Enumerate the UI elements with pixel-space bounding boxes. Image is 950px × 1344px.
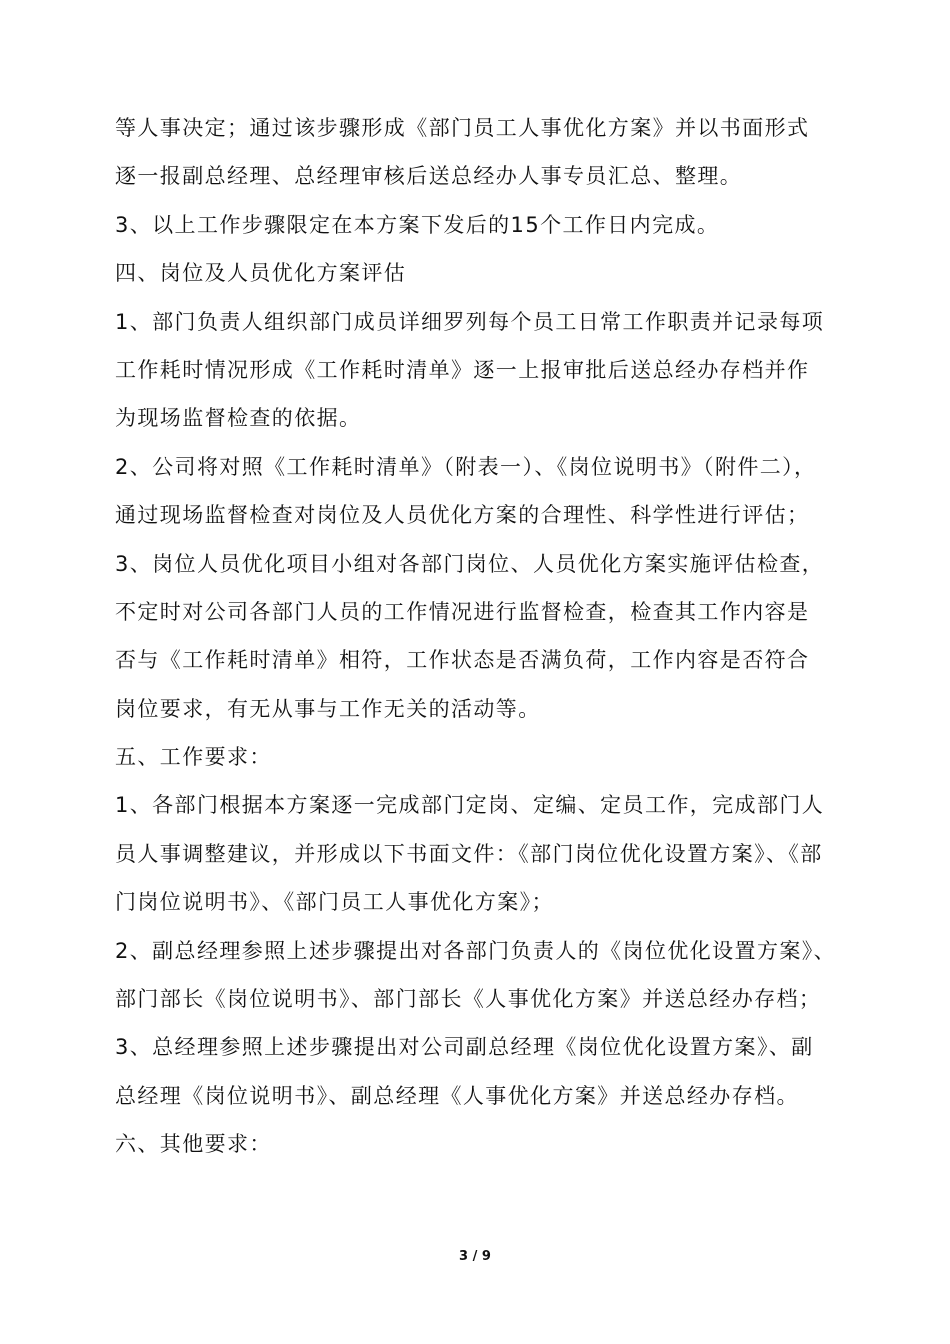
- page-number: 3 / 9: [459, 1249, 491, 1264]
- text-line: 否与《工作耗时清单》相符，工作状态是否满负荷，工作内容是否符合: [115, 648, 810, 673]
- document-body: [115, 116, 837, 1181]
- text-line: 为现场监督检查的依据。: [115, 406, 362, 431]
- text-line: 不定时对公司各部门人员的工作情况进行监督检查，检查其工作内容是: [115, 599, 810, 624]
- text-line: 2、公司将对照《工作耗时清单》（附表一）、《岗位说明书》（附件二），: [115, 454, 817, 479]
- text-line: 通过现场监督检查对岗位及人员优化方案的合理性、科学性进行评估；: [115, 503, 810, 528]
- text-line: 1、部门负责人组织部门成员详细罗列每个员工日常工作职责并记录每项: [115, 309, 825, 334]
- text-line: 工作耗时情况形成《工作耗时清单》逐一上报审批后送总经办存档并作: [115, 357, 810, 382]
- text-line: 逐一报副总经理、总经理审核后送总经办人事专员汇总、整理。: [115, 164, 743, 189]
- text-line: 等人事决定；通过该步骤形成《部门员工人事优化方案》并以书面形式: [115, 116, 810, 140]
- section-heading: 五、工作要求：: [115, 745, 272, 770]
- text-line: 门岗位说明书》、《部门员工人事优化方案》；: [115, 890, 554, 915]
- text-line: 员人事调整建议，并形成以下书面文件：《部门岗位优化设置方案》、《部: [115, 841, 823, 866]
- section-heading: 四、岗位及人员优化方案评估: [115, 261, 407, 286]
- text-line: 3、岗位人员优化项目小组对各部门岗位、人员优化方案实施评估检查，: [115, 551, 825, 576]
- text-line: 部门部长《岗位说明书》、部门部长《人事优化方案》并送总经办存档；: [115, 987, 822, 1012]
- text-line: 1、各部门根据本方案逐一完成部门定岗、定编、定员工作，完成部门人: [115, 793, 825, 818]
- text-line: 3、总经理参照上述步骤提出对公司副总经理《岗位优化设置方案》、副: [115, 1035, 814, 1060]
- text-line: 2、副总经理参照上述步骤提出对各部门负责人的《岗位优化设置方案》、: [115, 938, 837, 963]
- text-line: 总经理《岗位说明书》、副总经理《人事优化方案》并送总经办存档。: [115, 1083, 799, 1108]
- text-line: 岗位要求，有无从事与工作无关的活动等。: [115, 696, 541, 721]
- section-heading: 六、其他要求：: [115, 1132, 272, 1157]
- text-line: 3、以上工作步骤限定在本方案下发后的15个工作日内完成。: [115, 212, 720, 237]
